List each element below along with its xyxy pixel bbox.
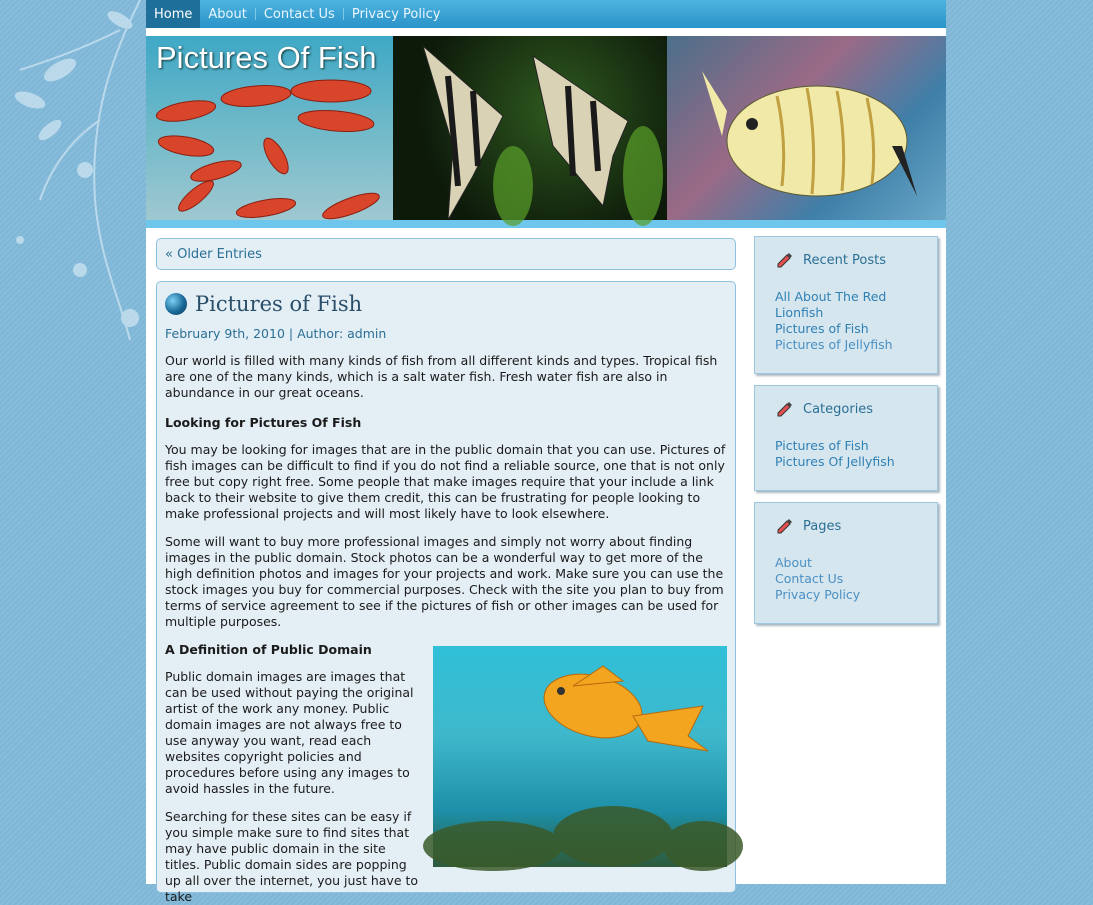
pagination-box xyxy=(156,238,736,270)
nav-contact-us[interactable]: Contact Us xyxy=(263,6,335,22)
widget-title: Categories xyxy=(803,401,874,417)
site-title[interactable]: Pictures Of Fish xyxy=(156,40,377,75)
widget-title: Recent Posts xyxy=(803,252,887,268)
post-paragraph: Public domain images are images that can be used without paying the original artist of the work any money. Public domain images are not always free to use anyway you want, read each websites copyright policies and procedures before using any images to avoid hassles in the future. xyxy=(165,669,414,796)
banner-angelfish-image xyxy=(393,36,667,220)
post-subheading: A Definition of Public Domain xyxy=(165,642,372,657)
page-link-contact-us[interactable]: Contact Us xyxy=(775,571,844,586)
pages-widget xyxy=(754,502,938,624)
post-header xyxy=(165,292,727,316)
recent-post-link[interactable]: All About The Red Lionfish xyxy=(775,289,887,320)
pencil-icon xyxy=(775,251,793,269)
garibaldi-fish-photo xyxy=(433,646,727,867)
page-link-about[interactable]: About xyxy=(775,555,812,570)
sidebar xyxy=(754,236,938,635)
categories-widget xyxy=(754,385,938,491)
top-navigation xyxy=(146,0,946,28)
nav-home[interactable]: Home xyxy=(146,0,200,28)
post-split-section xyxy=(165,642,727,905)
post-date: February 9th, 2010 xyxy=(165,326,285,341)
main-content xyxy=(156,238,736,904)
page-wrapper xyxy=(146,0,946,904)
older-entries-link[interactable]: « Older Entries xyxy=(165,246,262,262)
post-meta xyxy=(165,326,727,341)
post-subheading: Looking for Pictures Of Fish xyxy=(165,415,362,430)
recent-post-link[interactable]: Pictures of Fish xyxy=(775,321,869,336)
post-paragraph: Some will want to buy more professional images and simply not worry about finding images in the public domain. Stock photos can be a wonderful way to get more of the high definition photos and images for your projects and work. Make sure you can use the stock images you buy for commercial purposes. Check with the site you plan to buy from terms of service agreement to see if the pictures of fish or other images can be used for multiple purposes. xyxy=(165,534,724,629)
category-link[interactable]: Pictures of Fish xyxy=(775,438,869,453)
nav-privacy-policy[interactable]: Privacy Policy xyxy=(351,6,441,22)
floral-background-decoration xyxy=(0,0,146,360)
post xyxy=(156,281,736,904)
pencil-icon xyxy=(775,400,793,418)
recent-posts-widget xyxy=(754,236,938,374)
post-text-column xyxy=(165,642,421,905)
globe-icon xyxy=(165,293,187,315)
author-link[interactable]: admin xyxy=(347,326,387,341)
nav-about[interactable]: About xyxy=(208,6,247,22)
widget-title: Pages xyxy=(803,518,842,534)
recent-post-link[interactable]: Pictures of Jellyfish xyxy=(775,337,893,352)
post-paragraph: You may be looking for images that are in the public domain that you can use. Pictures of fish images can be difficult to find if you do not find a reliable source, one that is not only free but copy right free. Some people that make images require that your include a link back to their website to give them credit, this can be frustrating for people looking to make professional projects and will most likely have to look elsewhere. xyxy=(165,442,726,521)
page-link-privacy-policy[interactable]: Privacy Policy xyxy=(775,587,861,602)
header-divider xyxy=(146,220,946,228)
post-paragraph: Our world is filled with many kinds of fish from all different kinds and types. Tropical fish are one of the many kinds, which is a salt water fish. Fresh water fish are also in abundance in our great oceans. xyxy=(165,353,718,400)
header-banner xyxy=(146,36,946,220)
category-link[interactable]: Pictures Of Jellyfish xyxy=(775,454,895,469)
post-paragraph: Searching for these sites can be easy if you simple make sure to find sites that may have public domain in the site titles. Public domain sides are popping up all over the internet, you just have to take xyxy=(165,809,419,904)
pencil-icon xyxy=(775,517,793,535)
post-title[interactable]: Pictures of Fish xyxy=(195,292,363,316)
banner-tang-fish-image xyxy=(667,36,946,220)
author-prefix: | Author: xyxy=(288,326,344,341)
